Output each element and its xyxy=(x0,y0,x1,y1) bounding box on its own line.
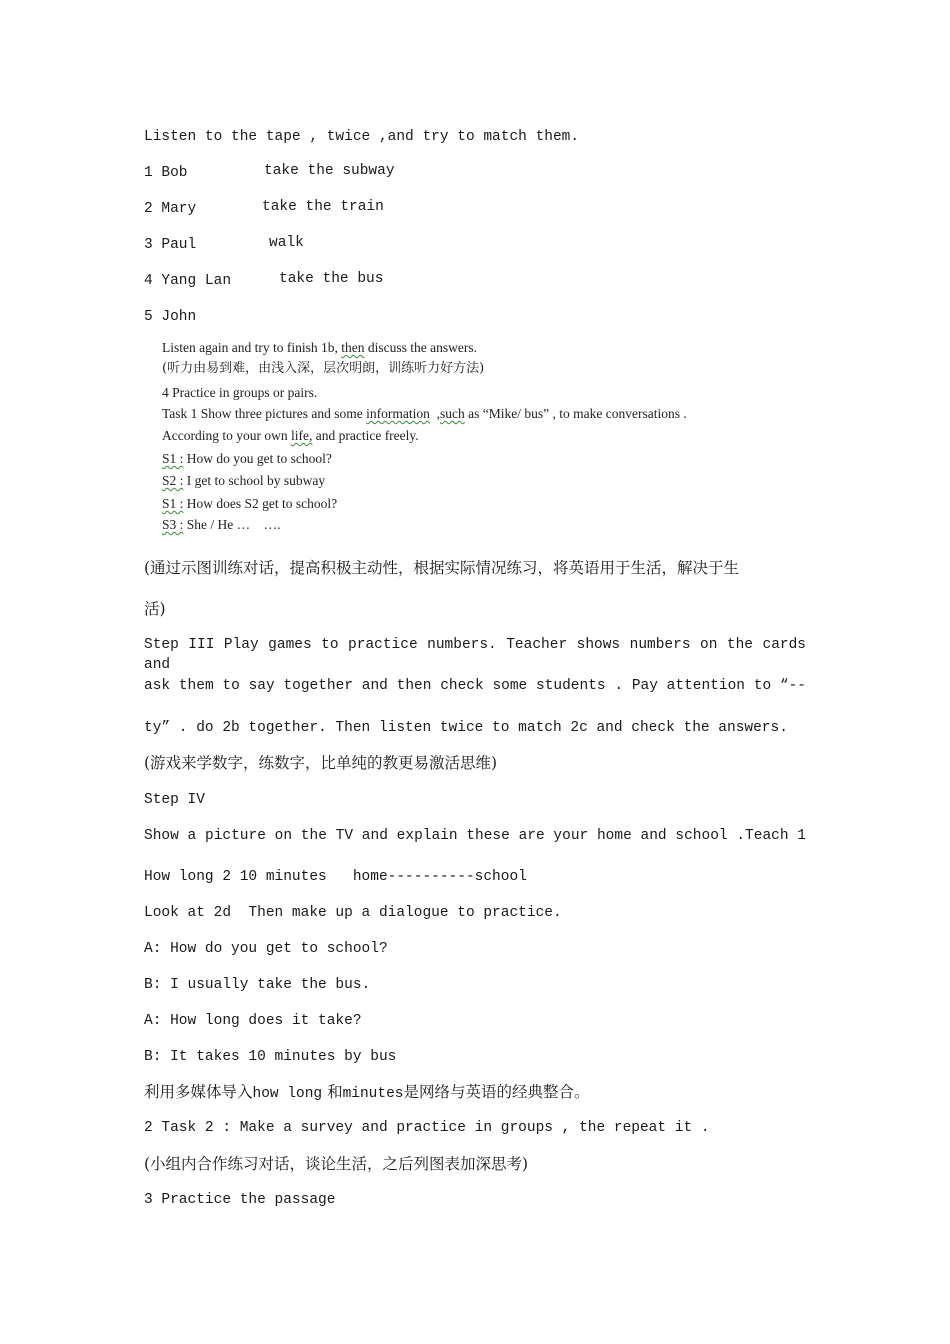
dialogue-line-3: A: How long does it take? xyxy=(144,1013,362,1029)
match-name: Paul xyxy=(161,237,197,253)
match-action-3: walk xyxy=(269,235,304,251)
inset-text: How do you get to school? xyxy=(183,451,332,466)
inset-text: then xyxy=(341,340,365,355)
inset-text: information xyxy=(366,406,430,421)
inset-text: life, xyxy=(290,428,313,443)
inset-line-6 xyxy=(162,450,332,468)
match-item-5 xyxy=(144,307,196,327)
match-num: 2 xyxy=(144,201,153,217)
inset-line-8 xyxy=(162,495,337,513)
inset-text: such xyxy=(440,406,465,421)
step3-line-3: ty” . do 2b together. Then listen twice to match 2c and check the answers. xyxy=(144,720,788,736)
inset-line-7 xyxy=(162,472,325,490)
embedded-notes-image xyxy=(162,339,802,539)
show-picture-line: Show a picture on the TV and explain these are your home and school .Teach 1 xyxy=(144,828,806,844)
inset-text: I get to school by subway xyxy=(183,473,326,488)
speaker-label: S3 : xyxy=(162,517,184,532)
inset-line-9 xyxy=(162,516,281,534)
cn-text: 利用多媒体导入 xyxy=(144,1083,253,1101)
match-action-1: take the subway xyxy=(264,163,395,179)
match-num: 3 xyxy=(144,237,153,253)
inset-text: discuss the answers. xyxy=(364,340,477,355)
cn-note-4: (小组内合作练习对话，谈论生活，之后列图表加深思考) xyxy=(144,1155,529,1173)
inset-text: According to your own xyxy=(162,428,291,443)
speaker-label: S1 : xyxy=(162,451,184,466)
inset-line-4 xyxy=(162,405,687,423)
match-name: Mary xyxy=(161,201,197,217)
match-item-3 xyxy=(144,235,196,255)
inset-text: How does S2 get to school? xyxy=(183,496,338,511)
practice-line: 3 Practice the passage xyxy=(144,1192,336,1208)
how-long-line: How long 2 10 minutes home----------school xyxy=(144,869,527,885)
speaker-label: S2 : xyxy=(162,473,184,488)
match-item-4 xyxy=(144,271,231,291)
match-name: John xyxy=(161,309,197,325)
cn-text-latin: minutes xyxy=(342,1086,404,1102)
dialogue-line-2: B: I usually take the bus. xyxy=(144,977,371,993)
match-action-2: take the train xyxy=(262,199,384,215)
inset-line-3: 4 Practice in groups or pairs. xyxy=(162,385,318,400)
inset-line-1 xyxy=(162,339,477,357)
inset-text: Task 1 Show three pictures and some xyxy=(162,406,367,421)
cn-note-1a: (通过示图训练对话，提高积极主动性，根据实际情况练习，将英语用于生活，解决于生 xyxy=(144,559,740,577)
match-num: 1 xyxy=(144,165,153,181)
match-item-2 xyxy=(144,199,196,219)
step4-heading: Step IV xyxy=(144,792,205,808)
inset-line-5 xyxy=(162,427,419,445)
dialogue-line-4: B: It takes 10 minutes by bus xyxy=(144,1049,397,1065)
cn-text-latin: how long xyxy=(252,1086,323,1102)
inset-text: She / He … …. xyxy=(183,517,281,532)
match-name: Bob xyxy=(161,165,188,181)
inset-line-2: (听力由易到难，由浅入深，层次明朗，训练听力好方法) xyxy=(162,361,485,376)
dialogue-line-1: A: How do you get to school? xyxy=(144,941,388,957)
cn-text: 是网络与英语的经典整合。 xyxy=(403,1083,590,1101)
step3-line-2: ask them to say together and then check some students . Pay attention to “-- xyxy=(144,678,806,694)
task2-line: 2 Task 2 : Make a survey and practice in groups , the repeat it . xyxy=(144,1120,710,1136)
intro-line: Listen to the tape , twice ,and try to match them. xyxy=(144,129,580,145)
cn-note-2: (游戏来学数字，练数字，比单纯的教更易激活思维) xyxy=(144,754,498,772)
match-name: Yang Lan xyxy=(161,273,232,289)
speaker-label: S1 : xyxy=(162,496,184,511)
match-action-4: take the bus xyxy=(279,271,384,287)
match-num: 4 xyxy=(144,273,153,289)
match-item-1 xyxy=(144,163,188,183)
cn-note-1b: 活) xyxy=(144,600,166,618)
look-line: Look at 2d Then make up a dialogue to practice. xyxy=(144,905,562,921)
cn-text: 和 xyxy=(322,1083,343,1101)
inset-text: and practice freely. xyxy=(312,428,419,443)
cn-note-3 xyxy=(144,1082,590,1104)
step3-line-1: Step III Play games to practice numbers. Teacher shows numbers on the cards and xyxy=(144,637,806,673)
match-num: 5 xyxy=(144,309,153,325)
inset-text: as “Mike/ bus” , to make conversations . xyxy=(464,406,687,421)
inset-text: , xyxy=(429,406,441,421)
inset-text: Listen again and try to finish 1b, xyxy=(162,340,342,355)
